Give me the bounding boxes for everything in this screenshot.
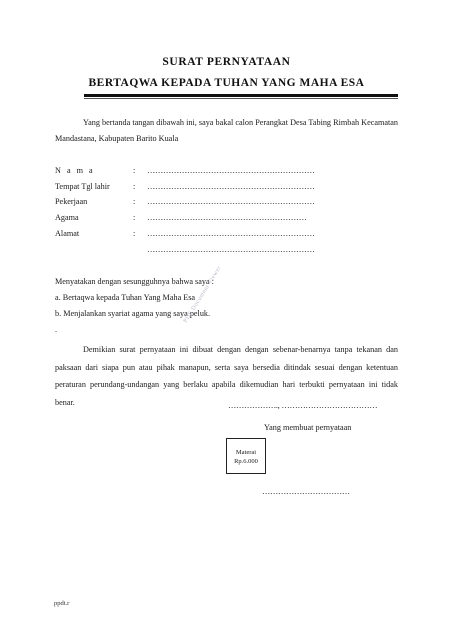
statement-trailing-dot: .: [55, 325, 58, 334]
field-colon: :: [133, 197, 136, 206]
field-dotted-line: ………………………………………………………: [147, 197, 315, 206]
field-label: N a m a: [55, 166, 95, 175]
field-colon: :: [133, 213, 136, 222]
statement-item-a: a. Bertaqwa kepada Tuhan Yang Maha Esa: [55, 293, 196, 302]
materai-stamp-box: [226, 438, 266, 474]
watermark: PDF Document Viewer: [182, 265, 223, 324]
place-date-line: ………………., ………………………………: [228, 401, 378, 410]
field-label: Alamat: [55, 229, 80, 238]
title-divider-thin: [84, 98, 398, 99]
closing-paragraph: Demikian surat pernyataan ini dibuat dengan dengan sebenar-benarnya tanpa tekanan dan paksaan dari siapa pun atau pihak manapun, serta saya bersedia ditindak sesuai dengan ketentuan peraturan perundang-undangan yang berlaku apabila dikemudian hari terbukti pernyataan ini tidak benar.: [55, 345, 398, 407]
title-divider-thick: [84, 94, 398, 97]
page-footer: ppdt.r: [54, 600, 70, 607]
field-label: Agama: [55, 213, 79, 222]
field-dotted-line: ………………………………………………………: [147, 182, 315, 191]
stamp-label: Materai: [235, 449, 257, 456]
field-dotted-line: ………………………………………………………: [147, 166, 315, 175]
signature-line: ……………………………: [262, 487, 350, 496]
statement-intro: Menyatakan dengan sesungguhnya bahwa saya :: [55, 277, 214, 286]
field-colon: :: [133, 166, 136, 175]
statement-item-b: b. Menjalankan syariat agama yang saya peluk.: [55, 309, 211, 318]
stamp-value: Rp.6.000: [234, 458, 258, 465]
field-dotted-line: ………………………………………………………: [147, 245, 315, 254]
field-label: Tempat Tgl lahir: [55, 182, 110, 191]
field-dotted-line: ……………………………………………………: [147, 213, 307, 222]
signer-label: Yang membuat pernyataan: [264, 423, 352, 432]
document-subtitle: BERTAQWA KEPADA TUHAN YANG MAHA ESA: [88, 77, 365, 89]
field-label: Pekerjaan: [55, 197, 88, 206]
document-title: SURAT PERNYATAAN: [162, 56, 291, 68]
field-colon: :: [133, 229, 136, 238]
field-dotted-line: ………………………………………………………: [147, 229, 315, 238]
intro-paragraph: Yang bertanda tangan dibawah ini, saya bakal calon Perangkat Desa Tabing Rimbah Kecamatan Mandastana, Kabupaten Barito Kuala: [55, 118, 398, 143]
field-colon: :: [133, 182, 136, 191]
